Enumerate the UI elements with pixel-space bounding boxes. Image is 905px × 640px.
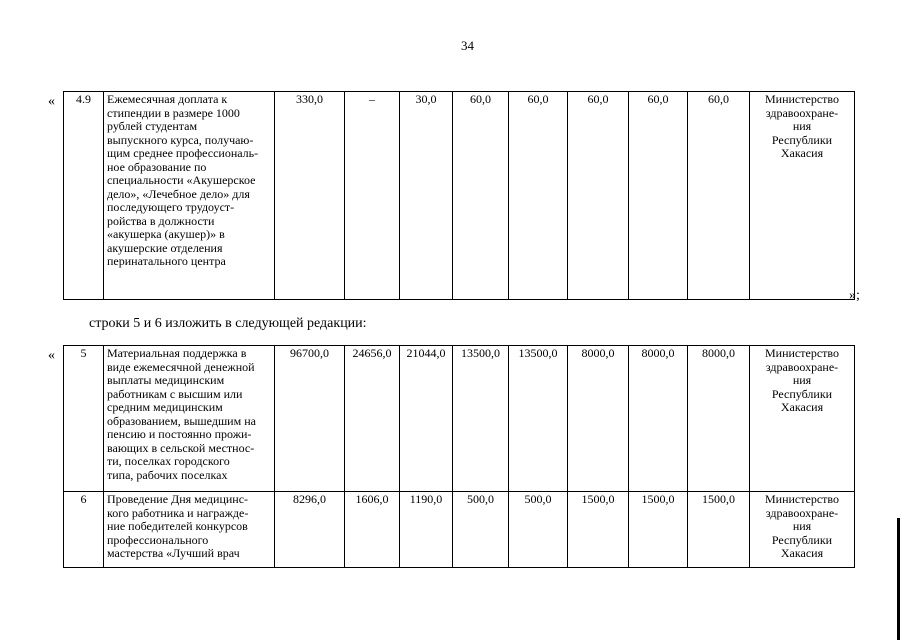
- description-line: Материальная поддержка в: [107, 346, 247, 360]
- description-line: выплаты медицинским: [107, 373, 225, 387]
- responsible-line: Министерство: [765, 92, 839, 106]
- value-cell: 500,0: [509, 492, 568, 568]
- responsible-line: Республики: [771, 132, 833, 147]
- description-line: Ежемесячная доплата к: [107, 92, 228, 106]
- responsible-line: Хакасия: [780, 146, 824, 160]
- description-line: последующего трудоуст-: [107, 200, 235, 214]
- responsible-line: ния: [792, 519, 812, 533]
- responsible-line: здравоохране-: [765, 105, 839, 120]
- value-cell: –: [345, 92, 400, 300]
- row-description: [104, 346, 275, 492]
- value-cell: 8000,0: [568, 346, 629, 492]
- page-number: 34: [461, 38, 474, 53]
- responsible-line: Министерство: [765, 492, 839, 506]
- value-cell: 1500,0: [688, 492, 750, 568]
- value-cell: 8000,0: [688, 346, 750, 492]
- row-number: 4.9: [64, 92, 104, 300]
- table-row: [64, 92, 855, 300]
- description-line: кого работника и награжде-: [107, 505, 249, 520]
- description-line: виде ежемесячной денежной: [107, 359, 255, 374]
- value-cell: 13500,0: [453, 346, 509, 492]
- open-quote: «: [48, 94, 55, 109]
- value-cell: 8000,0: [629, 346, 688, 492]
- description-line: специальности «Акушерское: [107, 173, 256, 187]
- row-number: 6: [64, 492, 104, 568]
- value-cell: 24656,0: [345, 346, 400, 492]
- description-line: Проведение Дня медицинс-: [107, 492, 249, 506]
- value-cell: 330,0: [275, 92, 345, 300]
- value-cell: 500,0: [453, 492, 509, 568]
- responsible-line: ния: [792, 119, 812, 133]
- description-line: ное образование по: [107, 159, 207, 174]
- table-row: [64, 346, 855, 492]
- responsible-line: Министерство: [765, 346, 839, 360]
- instruction-text: строки 5 и 6 изложить в следующей редакции:: [89, 316, 367, 331]
- row-description: [104, 92, 275, 300]
- description-line: щим среднее профессиональ-: [107, 146, 259, 160]
- value-cell: 1606,0: [345, 492, 400, 568]
- row-description: [104, 492, 275, 568]
- value-cell: 30,0: [400, 92, 453, 300]
- table-row: [64, 492, 855, 568]
- description-line: образованием, вышедшим на: [107, 413, 256, 428]
- value-cell: 60,0: [509, 92, 568, 300]
- responsible-line: здравоохране-: [765, 505, 839, 520]
- description-line: средним медицинским: [107, 400, 223, 414]
- description-line: мастерства «Лучший врач: [107, 546, 240, 560]
- description-line: ройства в должности: [107, 213, 215, 228]
- value-cell: 96700,0: [275, 346, 345, 492]
- responsible-line: здравоохране-: [765, 359, 839, 374]
- description-line: ти, поселках городского: [107, 454, 230, 468]
- description-line: стипендии в размере 1000: [107, 105, 240, 120]
- close-quote: »;: [849, 288, 860, 303]
- table-block-1: [63, 91, 855, 300]
- value-cell: 1500,0: [568, 492, 629, 568]
- row-number: 5: [64, 346, 104, 492]
- description-line: рублей студентам: [107, 119, 198, 133]
- value-cell: 21044,0: [400, 346, 453, 492]
- description-line: типа, рабочих поселках: [107, 467, 228, 482]
- description-line: «акушерка (акушер)» в: [107, 227, 225, 241]
- scan-edge-mark: [897, 518, 900, 640]
- responsible-party: [750, 92, 855, 300]
- description-line: работникам с высшим или: [107, 386, 243, 401]
- responsible-line: Хакасия: [780, 546, 824, 560]
- value-cell: 60,0: [688, 92, 750, 300]
- description-line: акушерские отделения: [107, 240, 223, 255]
- description-line: вающих в сельской местнос-: [107, 440, 255, 455]
- description-line: дело», «Лечебное дело» для: [107, 186, 250, 201]
- responsible-line: Хакасия: [780, 400, 824, 414]
- value-cell: 13500,0: [509, 346, 568, 492]
- responsible-line: ния: [792, 373, 812, 387]
- description-line: профессионального: [107, 532, 209, 547]
- value-cell: 1190,0: [400, 492, 453, 568]
- responsible-line: Республики: [771, 386, 833, 401]
- open-quote-2: «: [48, 348, 55, 363]
- value-cell: 8296,0: [275, 492, 345, 568]
- value-cell: 60,0: [568, 92, 629, 300]
- description-line: пенсию и постоянно прожи-: [107, 427, 252, 441]
- responsible-line: Республики: [771, 532, 833, 547]
- value-cell: 60,0: [629, 92, 688, 300]
- description-line: выпускного курса, получаю-: [107, 132, 254, 147]
- responsible-party: [750, 492, 855, 568]
- value-cell: 1500,0: [629, 492, 688, 568]
- description-line: перинатального центра: [107, 254, 226, 268]
- table-block-2: [63, 345, 855, 568]
- responsible-party: [750, 346, 855, 492]
- description-line: ние победителей конкурсов: [107, 519, 248, 533]
- value-cell: 60,0: [453, 92, 509, 300]
